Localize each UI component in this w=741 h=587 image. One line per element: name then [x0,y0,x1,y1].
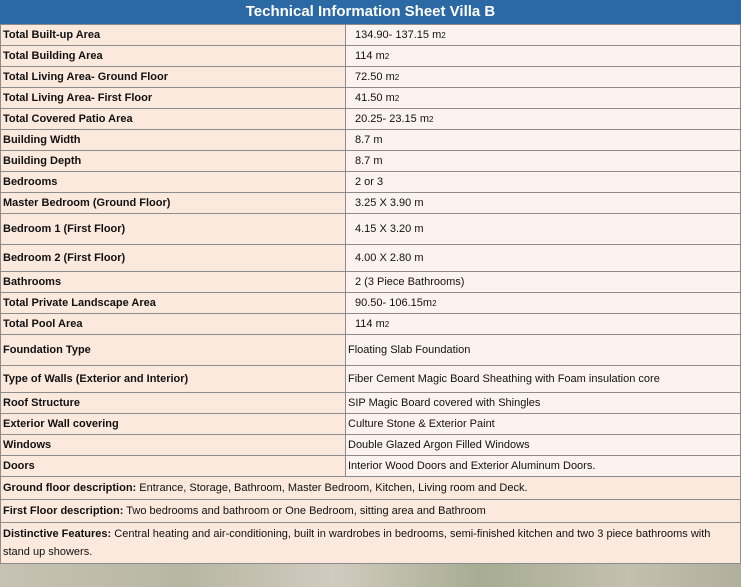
description-text: Two bedrooms and bathroom or One Bedroom, sitting area and Bathroom [123,505,486,517]
spec-label: Bathrooms [1,272,346,293]
spec-value [346,172,741,193]
unit-superscript: 2 [394,73,400,82]
spec-row [1,435,741,456]
spec-row [1,393,741,414]
spec-table [0,24,741,564]
spec-label: Type of Walls (Exterior and Interior) [1,366,346,393]
spec-label: Total Covered Patio Area [1,109,346,130]
spec-row [1,314,741,335]
spec-row [1,366,741,393]
spec-value [346,193,741,214]
spec-value [346,67,741,88]
spec-value-text: 4.15 X 3.20 m [355,223,424,235]
spec-row [1,414,741,435]
description-label: First Floor description: [3,505,124,517]
spec-value [346,272,741,293]
spec-value [346,109,741,130]
spec-value [346,366,741,393]
spec-value-text: Interior Wood Doors and Exterior Aluminum Doors. [348,460,596,472]
spec-row [1,88,741,109]
spec-value-text: 41.50 m [355,92,395,104]
spec-value [346,456,741,477]
spec-row [1,172,741,193]
spec-label: Total Living Area- Ground Floor [1,67,346,88]
spec-value-text: 3.25 X 3.90 m [355,197,424,209]
spec-label: Total Private Landscape Area [1,293,346,314]
spec-row [1,130,741,151]
spec-value [346,130,741,151]
description-cell [1,477,741,500]
description-row [1,523,741,564]
spec-row [1,67,741,88]
spec-value-text: 4.00 X 2.80 m [355,252,424,264]
spec-value-text: Culture Stone & Exterior Paint [348,418,495,430]
spec-label: Bedrooms [1,172,346,193]
spec-row [1,25,741,46]
unit-superscript: 2 [432,299,437,308]
spec-row [1,46,741,67]
spec-label: Total Building Area [1,46,346,67]
unit-superscript: 2 [384,52,390,61]
description-row [1,477,741,500]
spec-value [346,435,741,456]
spec-label: Foundation Type [1,335,346,366]
spec-label: Roof Structure [1,393,346,414]
description-label: Distinctive Features: [3,528,112,540]
description-cell [1,523,741,564]
unit-superscript: 2 [384,320,390,329]
spec-value [346,214,741,245]
spec-value-text: Floating Slab Foundation [348,344,471,356]
description-text: Central heating and air-conditioning, built in wardrobes in bedrooms, semi-finished kitchen and two 3 piece bathrooms with stand up showers. [3,528,711,558]
spec-value [346,25,741,46]
spec-value [346,88,741,109]
spec-label: Bedroom 1 (First Floor) [1,214,346,245]
spec-value [346,293,741,314]
spec-value [346,335,741,366]
spec-label: Total Built-up Area [1,25,346,46]
background-photo [0,563,741,587]
spec-label: Total Pool Area [1,314,346,335]
spec-label: Total Living Area- First Floor [1,88,346,109]
spec-label: Building Width [1,130,346,151]
spec-value-text: 8.7 m [355,134,383,146]
spec-row [1,335,741,366]
spec-value-text: 114 m [355,318,385,330]
spec-label: Exterior Wall covering [1,414,346,435]
spec-row [1,293,741,314]
spec-row [1,109,741,130]
spec-value-text: Fiber Cement Magic Board Sheathing with Foam insulation core [348,373,660,385]
description-cell [1,500,741,523]
spec-row [1,151,741,172]
spec-value-text: 134.90- 137.15 m [355,29,442,41]
spec-value-text: 20.25- 23.15 m [355,113,429,125]
unit-superscript: 2 [429,115,434,124]
spec-value-text: Double Glazed Argon Filled Windows [348,439,530,451]
description-label: Ground floor description: [3,482,137,494]
spec-row [1,272,741,293]
spec-value-text: 2 (3 Piece Bathrooms) [355,276,465,288]
spec-value-text: 2 or 3 [355,176,384,188]
unit-superscript: 2 [394,94,400,103]
unit-superscript: 2 [441,31,446,40]
spec-row [1,456,741,477]
spec-label: Doors [1,456,346,477]
spec-value-text: 8.7 m [355,155,383,167]
spec-label: Master Bedroom (Ground Floor) [1,193,346,214]
spec-value [346,245,741,272]
spec-value [346,314,741,335]
spec-value [346,151,741,172]
spec-value-text: 114 m [355,50,385,62]
spec-row [1,193,741,214]
spec-value-text: 72.50 m [355,71,395,83]
spec-row [1,214,741,245]
spec-row [1,245,741,272]
spec-value [346,46,741,67]
spec-value-text: SIP Magic Board covered with Shingles [348,397,541,409]
description-row [1,500,741,523]
spec-value [346,393,741,414]
spec-value [346,414,741,435]
spec-label: Windows [1,435,346,456]
spec-value-text: 90.50- 106.15m [355,297,433,309]
sheet-title: Technical Information Sheet Villa B [0,0,741,24]
spec-label: Bedroom 2 (First Floor) [1,245,346,272]
description-text: Entrance, Storage, Bathroom, Master Bedroom, Kitchen, Living room and Deck. [136,482,528,494]
spec-label: Building Depth [1,151,346,172]
